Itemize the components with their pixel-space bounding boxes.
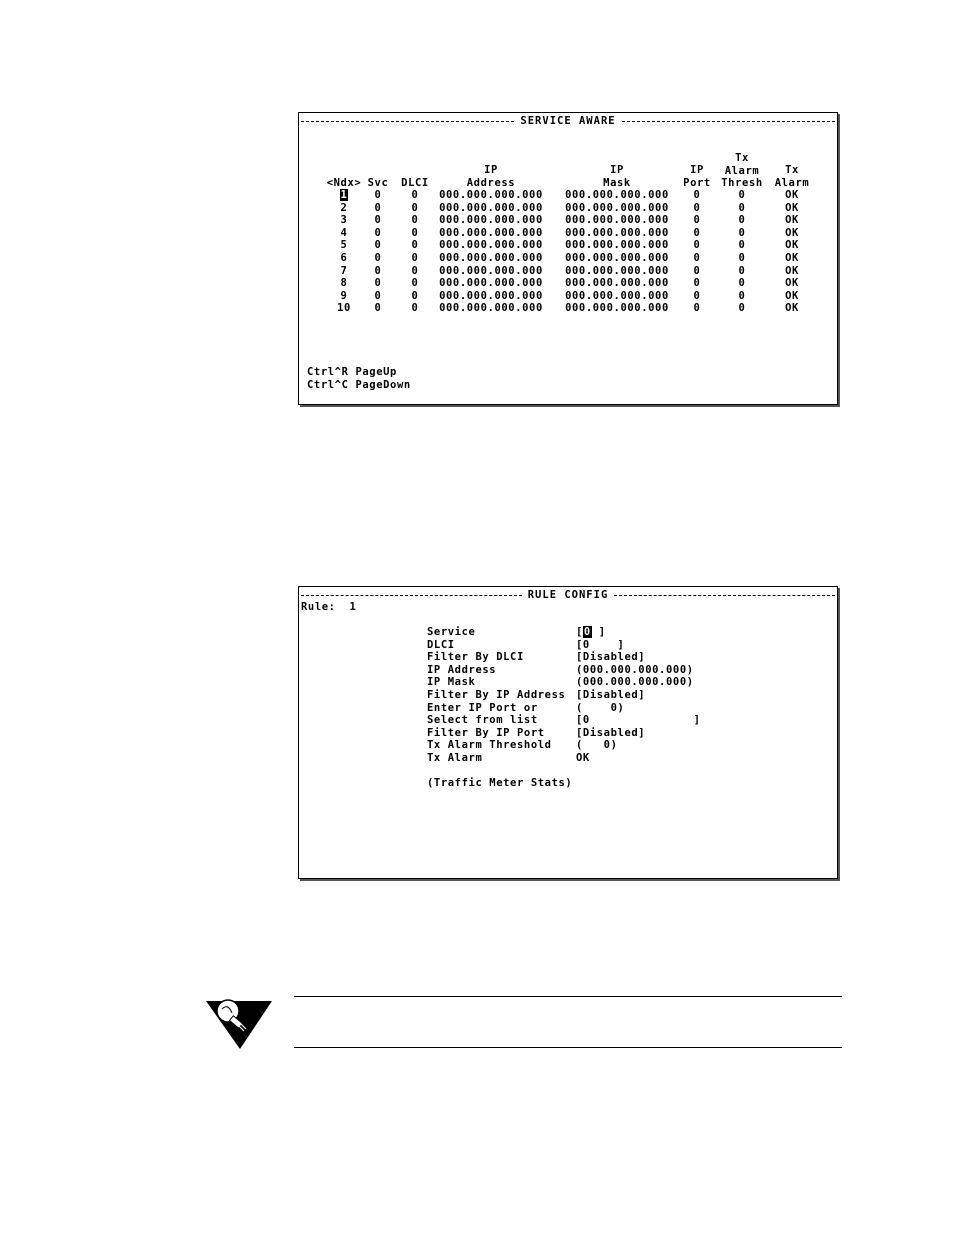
row-ip-mask: 000.000.000.000 [565, 277, 669, 290]
row-tx-alarm: OK [785, 201, 799, 214]
field-value[interactable]: OK [576, 752, 590, 764]
row-tx-alarm-thresh: 0 [738, 264, 746, 277]
field-value-close: ] [591, 626, 606, 638]
row-tx-alarm-thresh: 0 [738, 239, 746, 252]
row-dlci: 0 [411, 277, 419, 290]
row-ip-port: 0 [693, 214, 701, 227]
field-value[interactable]: [Disabled] [576, 651, 646, 664]
field-label: DLCI [427, 638, 455, 651]
row-ip-address: 000.000.000.000 [439, 201, 543, 214]
row-ip-address: 000.000.000.000 [439, 302, 543, 315]
header-ip-address: IP Address [466, 164, 516, 189]
field-value[interactable]: [Disabled] [576, 726, 646, 739]
table-row[interactable] [299, 239, 837, 251]
row-svc: 0 [374, 214, 382, 227]
row-ndx: 5 [340, 239, 348, 252]
field-label: Tx Alarm [427, 752, 483, 764]
service-aware-title-bar [301, 115, 835, 127]
row-tx-alarm-thresh: 0 [738, 189, 746, 201]
row-ip-port: 0 [693, 302, 701, 315]
text-cursor[interactable]: 0 [583, 626, 591, 638]
row-ndx [323, 189, 365, 201]
traffic-meter-stats-link[interactable]: (Traffic Meter Stats) [427, 777, 573, 789]
row-ip-port: 0 [693, 264, 701, 277]
row-svc: 0 [374, 239, 382, 252]
note-icon [204, 995, 274, 1051]
row-tx-alarm: OK [785, 239, 799, 252]
table-row[interactable] [299, 277, 837, 289]
row-ip-mask: 000.000.000.000 [565, 201, 669, 214]
row-ip-address: 000.000.000.000 [439, 252, 543, 264]
row-ip-port: 0 [693, 289, 701, 302]
row-tx-alarm: OK [785, 214, 799, 227]
row-svc: 0 [374, 252, 382, 264]
field-label: Service [427, 626, 476, 638]
header-dlci: DLCI [401, 177, 429, 189]
row-dlci: 0 [411, 302, 419, 315]
field-label: Tx Alarm Threshold [427, 739, 552, 752]
header-tx-alarm: Tx Alarm [774, 164, 810, 189]
row-dlci: 0 [411, 264, 419, 277]
row-dlci: 0 [411, 226, 419, 239]
header-ndx: <Ndx> [326, 177, 362, 189]
row-tx-alarm: OK [785, 264, 799, 277]
field-value[interactable]: (000.000.000.000) [576, 676, 694, 689]
table-row[interactable] [299, 214, 837, 226]
header-ip-port: IP Port [683, 164, 711, 189]
note-top-rule [294, 996, 842, 997]
field-value-open: [ [576, 626, 583, 638]
row-ip-mask: 000.000.000.000 [565, 252, 669, 264]
service-aware-screen [298, 112, 838, 405]
field-value[interactable]: (000.000.000.000) [576, 663, 694, 676]
table-row[interactable] [299, 189, 837, 201]
row-ip-mask: 000.000.000.000 [565, 214, 669, 227]
row-tx-alarm-thresh: 0 [738, 226, 746, 239]
row-svc: 0 [374, 264, 382, 277]
row-ip-address: 000.000.000.000 [439, 239, 543, 252]
row-svc: 0 [374, 277, 382, 290]
row-ndx: 3 [340, 214, 348, 227]
row-ip-port: 0 [693, 277, 701, 290]
row-svc: 0 [374, 201, 382, 214]
field-label: Select from list [427, 714, 538, 727]
row-ip-mask: 000.000.000.000 [565, 239, 669, 252]
service-aware-title: SERVICE AWARE [520, 115, 616, 127]
row-ip-mask: 000.000.000.000 [565, 226, 669, 239]
row-tx-alarm-thresh: 0 [738, 214, 746, 227]
field-label: IP Mask [427, 676, 476, 689]
field-value[interactable]: [Disabled] [576, 689, 646, 701]
row-tx-alarm: OK [785, 277, 799, 290]
field-label: Filter By IP Port [427, 726, 545, 739]
row-ip-address: 000.000.000.000 [439, 226, 543, 239]
field-value[interactable]: ( 0) [576, 739, 618, 752]
header-ip-mask: IP Mask [603, 164, 631, 189]
row-ndx: 6 [340, 252, 348, 264]
row-ndx: 8 [340, 277, 348, 290]
table-row[interactable] [299, 302, 837, 314]
row-ndx: 9 [340, 289, 348, 302]
row-ip-mask: 000.000.000.000 [565, 189, 669, 201]
note-bottom-rule [294, 1047, 842, 1048]
field-value[interactable]: [0 ] [576, 638, 625, 651]
row-ip-address: 000.000.000.000 [439, 189, 543, 201]
row-svc: 0 [374, 302, 382, 315]
row-ndx: 2 [340, 201, 348, 214]
row-ip-address: 000.000.000.000 [439, 289, 543, 302]
table-row[interactable] [299, 265, 837, 277]
row-dlci: 0 [411, 189, 419, 201]
row-ip-port: 0 [693, 201, 701, 214]
row-ip-address: 000.000.000.000 [439, 214, 543, 227]
row-tx-alarm-thresh: 0 [738, 252, 746, 264]
row-tx-alarm: OK [785, 302, 799, 315]
row-tx-alarm: OK [785, 289, 799, 302]
rule-config-title-bar [301, 589, 835, 601]
row-tx-alarm-thresh: 0 [738, 201, 746, 214]
row-tx-alarm-thresh: 0 [738, 302, 746, 315]
field-value[interactable] [576, 626, 606, 638]
pagedown-hint: Ctrl^C PageDown [307, 379, 411, 391]
row-svc: 0 [374, 226, 382, 239]
header-svc: Svc [367, 177, 389, 189]
table-row[interactable] [299, 202, 837, 214]
header-tx-alarm-thresh: Tx Alarm Thresh [721, 152, 763, 190]
field-value[interactable]: [0 ] [576, 714, 701, 727]
row-ip-mask: 000.000.000.000 [565, 264, 669, 277]
row-svc: 0 [374, 189, 382, 201]
row-tx-alarm: OK [785, 226, 799, 239]
row-ip-port: 0 [693, 189, 701, 201]
row-dlci: 0 [411, 214, 419, 227]
field-label: IP Address [427, 663, 497, 676]
row-ip-address: 000.000.000.000 [439, 277, 543, 290]
rule-config-title: RULE CONFIG [527, 589, 609, 601]
field-value[interactable]: ( 0) [576, 701, 625, 714]
row-ip-address: 000.000.000.000 [439, 264, 543, 277]
row-dlci: 0 [411, 289, 419, 302]
table-row[interactable] [299, 227, 837, 239]
field-label: Filter By DLCI [427, 651, 524, 664]
row-ndx: 7 [340, 264, 348, 277]
row-ndx: 10 [337, 302, 351, 315]
row-svc: 0 [374, 289, 382, 302]
row-ip-mask: 000.000.000.000 [565, 302, 669, 315]
row-ndx: 4 [340, 226, 348, 239]
row-ip-mask: 000.000.000.000 [565, 289, 669, 302]
row-dlci: 0 [411, 239, 419, 252]
row-tx-alarm: OK [785, 252, 799, 264]
field-label: Enter IP Port or [427, 701, 538, 714]
row-dlci: 0 [411, 252, 419, 264]
row-ip-port: 0 [693, 252, 701, 264]
row-cursor[interactable]: 1 [340, 189, 348, 201]
row-dlci: 0 [411, 201, 419, 214]
row-tx-alarm-thresh: 0 [738, 289, 746, 302]
pageup-hint: Ctrl^R PageUp [307, 366, 397, 378]
row-ip-port: 0 [693, 239, 701, 252]
table-row[interactable] [299, 252, 837, 264]
rule-config-screen [298, 586, 838, 879]
row-tx-alarm: OK [785, 189, 799, 201]
rule-number: Rule: 1 [301, 601, 357, 613]
field-label: Filter By IP Address [427, 689, 566, 701]
row-ip-port: 0 [693, 226, 701, 239]
row-tx-alarm-thresh: 0 [738, 277, 746, 290]
table-row[interactable] [299, 290, 837, 302]
